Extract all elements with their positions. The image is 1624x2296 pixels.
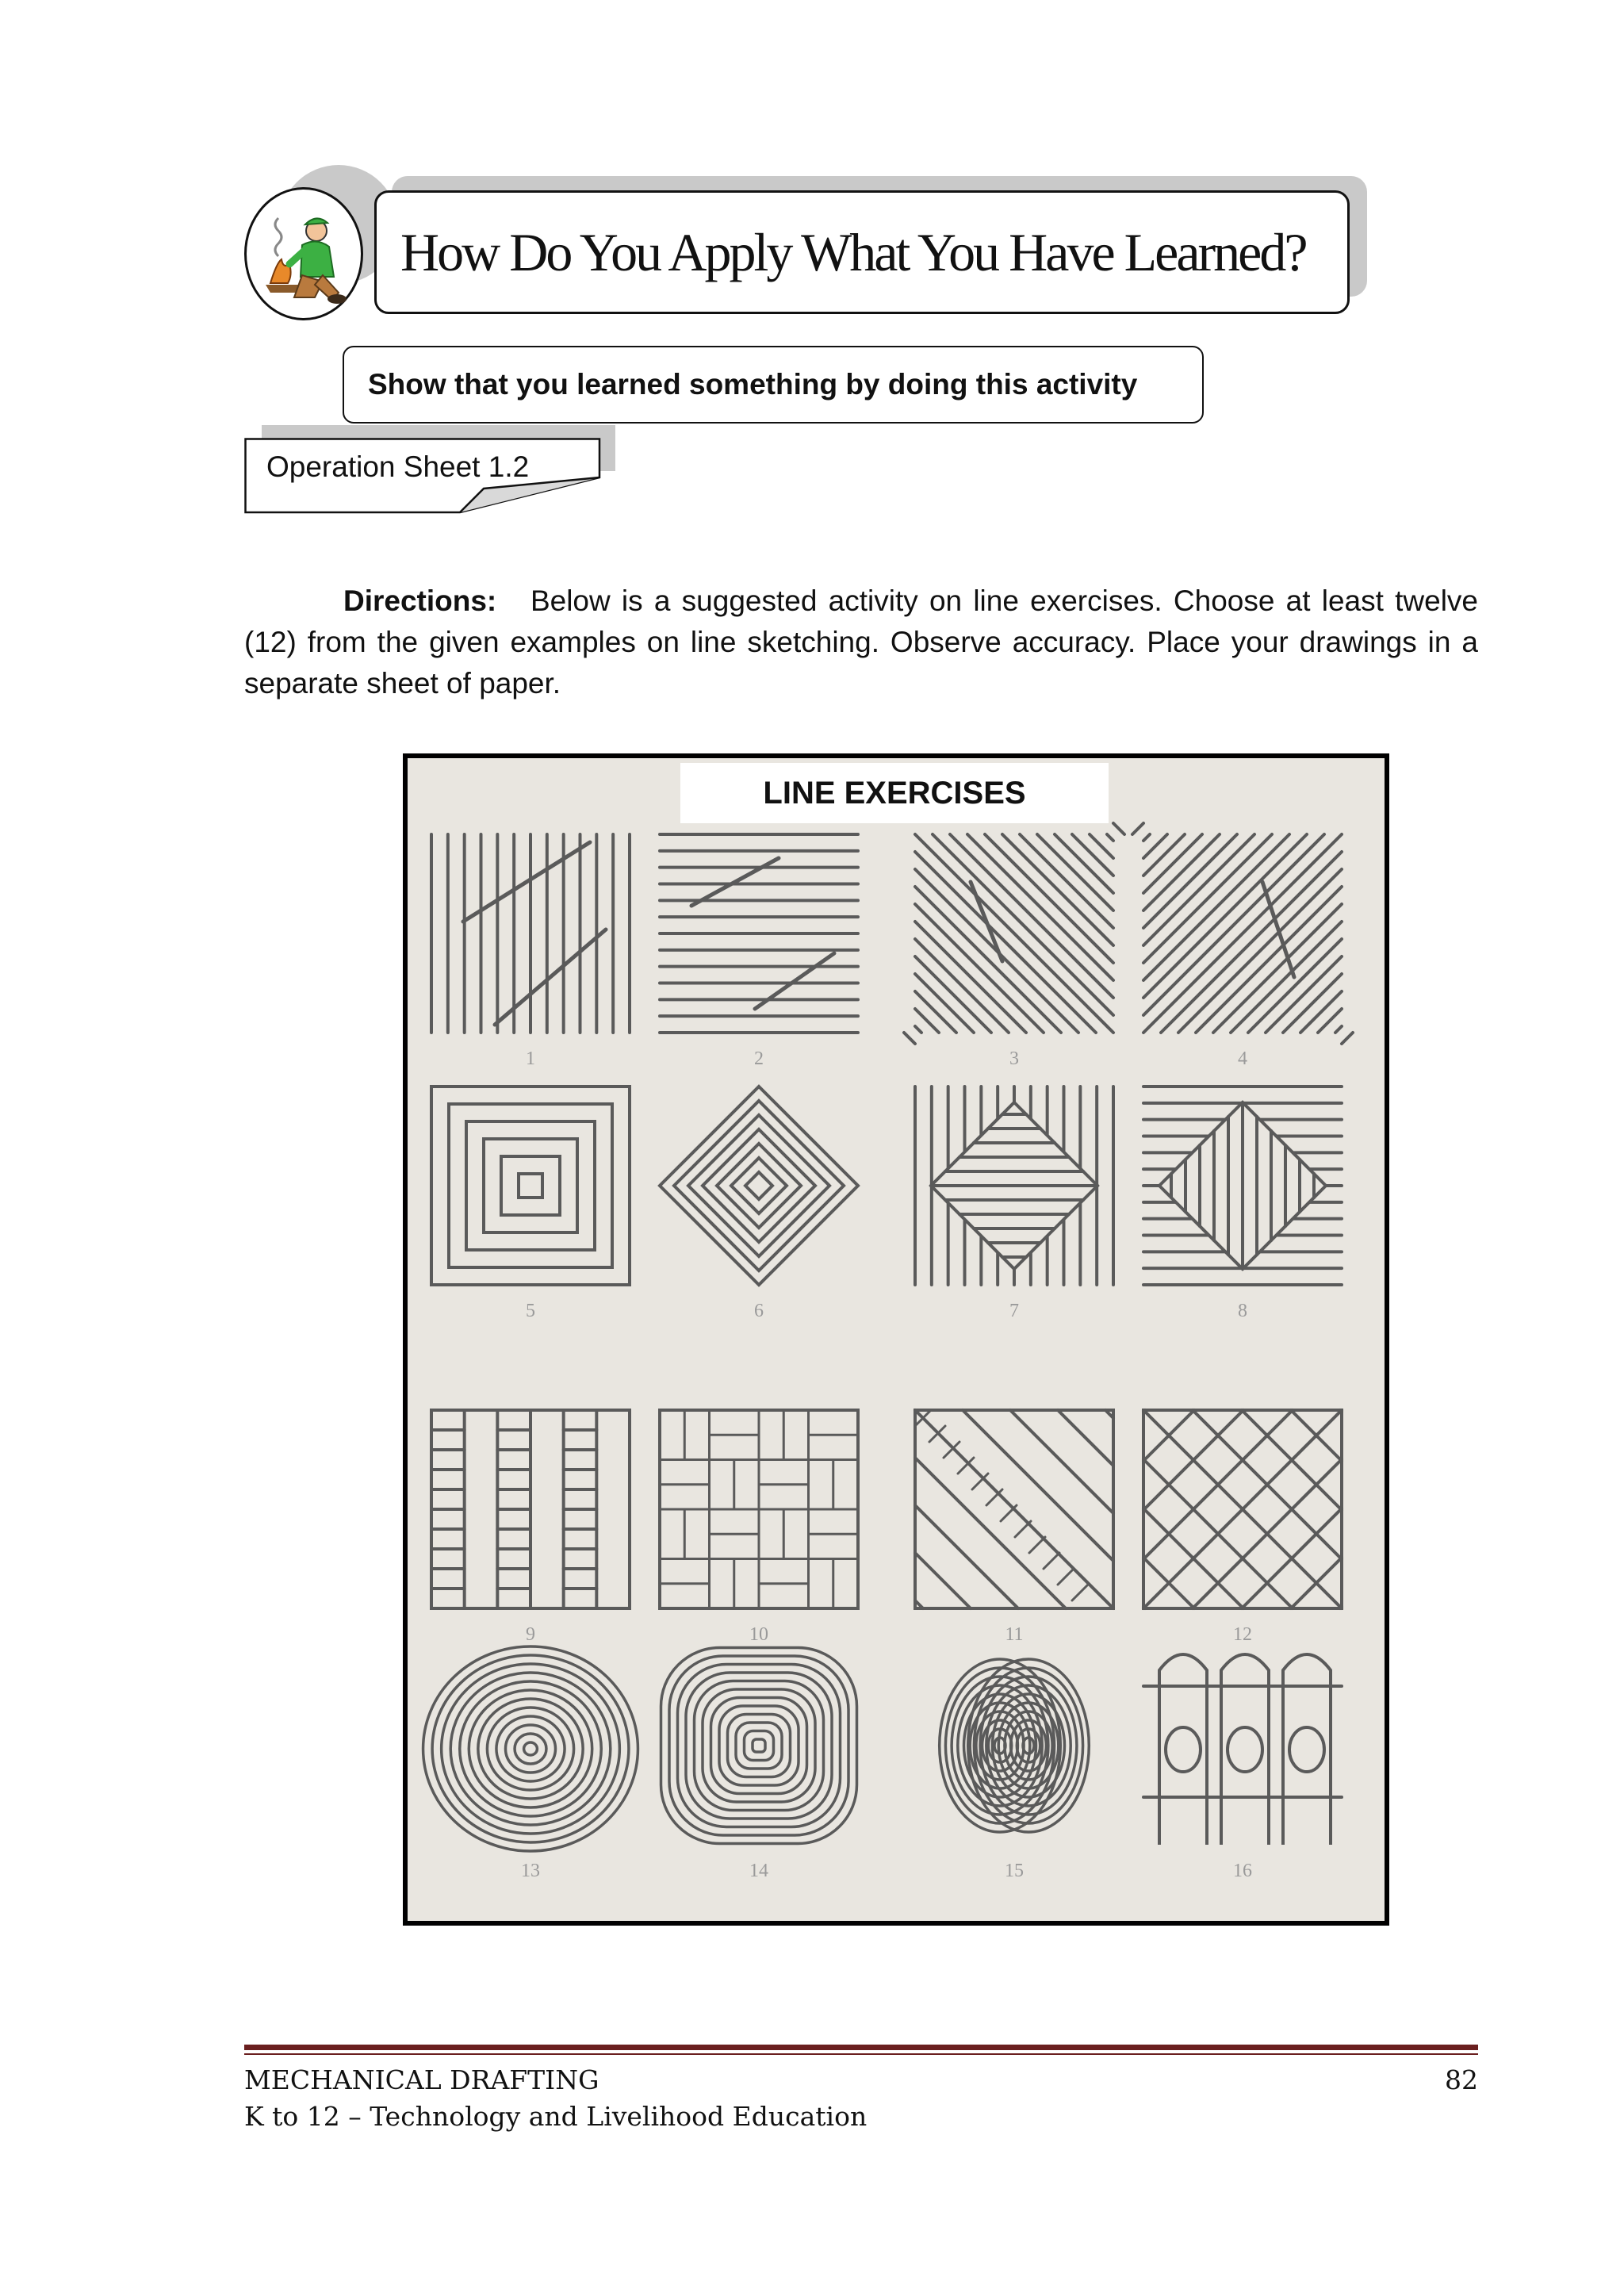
operation-sheet-label: Operation Sheet 1.2 xyxy=(266,450,530,483)
exercise-9-drawing xyxy=(431,1410,630,1608)
exercise-5-drawing xyxy=(431,1087,630,1285)
exercise-4-drawing xyxy=(1132,823,1353,1044)
exercise-8-number: 8 xyxy=(1238,1301,1247,1321)
line-exercises-figure xyxy=(403,753,1389,1926)
exercise-11-number: 11 xyxy=(1005,1624,1024,1645)
exercise-7-drawing xyxy=(915,1087,1113,1285)
exercise-1-number: 1 xyxy=(526,1048,535,1069)
line-exercises-drawing xyxy=(408,758,1385,1921)
footer-program: K to 12 – Technology and Livelihood Education xyxy=(244,2101,868,2132)
operation-sheet-tag xyxy=(244,438,601,514)
footer-text xyxy=(244,2062,867,2135)
exercise-12-drawing xyxy=(1143,1410,1342,1608)
page-number: 82 xyxy=(1445,2064,1478,2095)
exercise-2-number: 2 xyxy=(754,1048,764,1069)
exercise-7-number: 7 xyxy=(1009,1301,1019,1321)
exercise-16-number: 16 xyxy=(1233,1861,1252,1881)
mascot-badge xyxy=(244,187,363,320)
instruction-text: Show that you learned something by doing this activity xyxy=(368,368,1138,401)
footer-rule xyxy=(244,2045,1478,2050)
exercise-4-number: 4 xyxy=(1238,1048,1247,1069)
exercise-10-drawing xyxy=(660,1410,858,1608)
footer-rule-thin xyxy=(244,2053,1478,2055)
directions-paragraph xyxy=(244,581,1478,704)
exercise-8-drawing xyxy=(1143,1087,1342,1285)
campfire-mascot-icon xyxy=(247,190,366,323)
section-banner xyxy=(374,190,1350,314)
instruction-box xyxy=(343,346,1204,424)
exercise-1-drawing xyxy=(431,834,630,1033)
exercise-12-number: 12 xyxy=(1233,1624,1252,1645)
exercise-5-number: 5 xyxy=(526,1301,535,1321)
exercise-14-number: 14 xyxy=(749,1861,768,1881)
exercise-15-drawing xyxy=(940,1659,1090,1832)
directions-lead: Directions: xyxy=(343,585,497,617)
exercise-13-number: 13 xyxy=(521,1861,540,1881)
exercise-13-drawing xyxy=(423,1646,638,1851)
exercise-3-drawing xyxy=(904,823,1124,1044)
exercise-6-number: 6 xyxy=(754,1301,764,1321)
exercise-15-number: 15 xyxy=(1005,1861,1024,1881)
directions-body: Below is a suggested activity on line exercises. Choose at least twelve (12) from the given examples on line sketching. Observe accuracy. Place your drawings in a separate sheet of paper. xyxy=(244,585,1478,700)
exercise-11-drawing xyxy=(915,1410,1113,1608)
exercise-9-number: 9 xyxy=(526,1624,535,1645)
figure-title: LINE EXERCISES xyxy=(680,763,1109,823)
page-title: How Do You Apply What You Have Learned? xyxy=(400,221,1306,282)
exercise-6-drawing xyxy=(660,1087,858,1285)
exercise-14-drawing xyxy=(661,1648,857,1844)
exercise-16-drawing xyxy=(1143,1654,1342,1845)
exercise-2-drawing xyxy=(660,834,858,1033)
exercise-3-number: 3 xyxy=(1009,1048,1019,1069)
exercise-10-number: 10 xyxy=(749,1624,768,1645)
footer-subject: MECHANICAL DRAFTING xyxy=(244,2064,599,2095)
